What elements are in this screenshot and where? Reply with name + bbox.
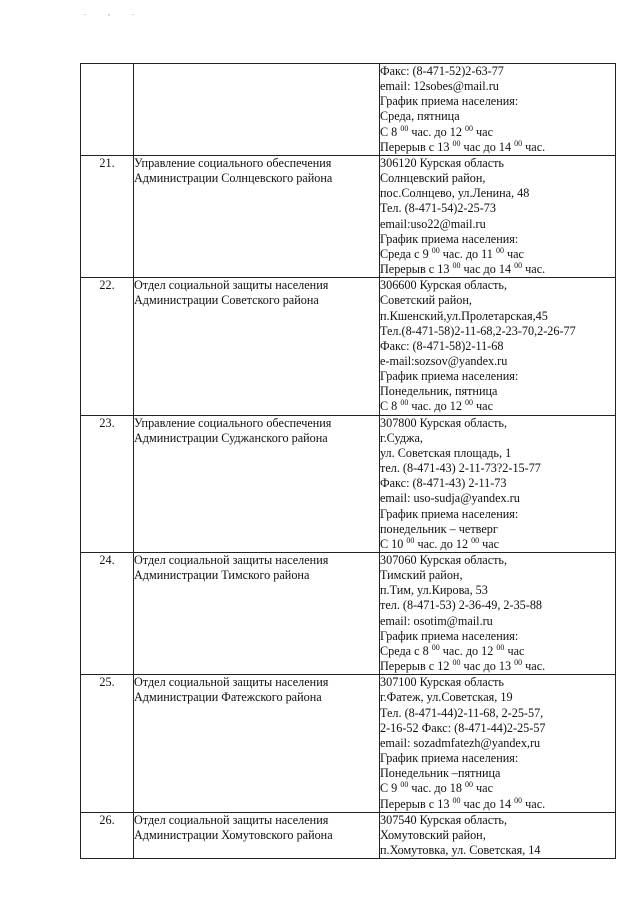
contact-info-cell: [380, 64, 616, 156]
contact-info-line: п.Хомутовка, ул. Советская, 14: [380, 842, 541, 857]
table-row: [81, 278, 616, 415]
contact-info-line: Среда, пятница: [380, 109, 460, 124]
contact-info-line: Солнцевский район,: [380, 171, 486, 186]
organization-line: Администрации Тимского района: [134, 568, 310, 583]
contact-info-cell: [380, 675, 616, 812]
contact-info-line: e-mail:sozsov@yandex.ru: [380, 353, 508, 368]
organization-line: Управление социального обеспечения: [134, 155, 332, 170]
table-row: [81, 553, 616, 675]
organization-cell: [134, 278, 380, 415]
contact-info-line: email: sozadmfatezh@yandex,ru: [380, 735, 541, 750]
contact-info-line: Советский район,: [380, 293, 472, 308]
contact-info-line: тел. (8-471-53) 2-36-49, 2-35-88: [380, 598, 543, 613]
contact-info-line: Факс: (8-471-43) 2-11-73: [380, 476, 507, 491]
row-number: 24.: [81, 553, 134, 675]
contact-info-line: 306600 Курская область,: [380, 278, 508, 293]
contact-info-line: email: uso-sudja@yandex.ru: [380, 491, 520, 506]
contact-info-line: ул. Советская площадь, 1: [380, 445, 512, 460]
contact-info-line: Факс: (8-471-58)2-11-68: [380, 338, 504, 353]
organization-cell: [134, 675, 380, 812]
contact-info-line: email: 12sobes@mail.ru: [380, 79, 499, 94]
contact-info-line: г.Суджа,: [380, 430, 423, 445]
organization-line: Администрации Солнцевского района: [134, 171, 333, 186]
contact-info-line: тел. (8-471-43) 2-11-73?2-15-77: [380, 461, 541, 476]
contact-info-line: Тел. (8-471-54)2-25-73: [380, 201, 496, 216]
contacts-table: [80, 63, 616, 859]
contact-info-line: 307540 Курская область,: [380, 812, 508, 827]
table-row: [81, 64, 616, 156]
row-number: 25.: [81, 675, 134, 812]
row-number: 23.: [81, 415, 134, 552]
scan-specks: . , .: [84, 8, 144, 17]
contact-info-line: Тел.(8-471-58)2-11-68,2-23-70,2-26-77: [380, 323, 576, 338]
contact-info-line: Среда с 8 $^{00}$ час. до 12 $^{00}$ час: [380, 642, 525, 658]
contact-info-line: График приема населения:: [380, 231, 519, 246]
contact-info-line: Перерыв с 13 $^{00}$ час до 14 $^{00}$ час.: [380, 138, 546, 154]
organization-cell: [134, 553, 380, 675]
organization-cell: [134, 415, 380, 552]
row-number: 22.: [81, 278, 134, 415]
contact-info-line: График приема населения:: [380, 506, 519, 521]
contact-info-line: С 9 $^{00}$ час. до 18 $^{00}$ час: [380, 780, 493, 796]
contact-info-line: График приема населения:: [380, 369, 519, 384]
contact-info-cell: [380, 155, 616, 277]
contact-info-line: 307100 Курская область: [380, 675, 504, 690]
table-row: [81, 415, 616, 552]
contact-info-line: Факс: (8-471-52)2-63-77: [380, 64, 504, 78]
contact-info-line: 307800 Курская область,: [380, 415, 508, 430]
organization-line: Администрации Суджанского района: [134, 430, 328, 445]
row-number: 21.: [81, 155, 134, 277]
organization-cell: [134, 812, 380, 858]
organization-line: Управление социального обеспечения: [134, 415, 332, 430]
contact-info-line: С 8 $^{00}$ час. до 12 $^{00}$ час: [380, 123, 493, 139]
contact-info-line: Понедельник –пятница: [380, 766, 501, 781]
contact-info-line: Перерыв с 13 $^{00}$ час до 14 $^{00}$ час.: [380, 795, 546, 811]
contact-info-line: Перерыв с 12 $^{00}$ час до 13 $^{00}$ час.: [380, 658, 546, 674]
contact-info-line: 2-16-52 Факс: (8-471-44)2-25-57: [380, 720, 546, 735]
table-row: [81, 155, 616, 277]
contact-info-line: пос.Солнцево, ул.Ленина, 48: [380, 186, 530, 201]
contact-info-line: Хомутовский район,: [380, 827, 486, 842]
contact-info-line: 306120 Курская область: [380, 155, 504, 170]
organization-line: Отдел социальной защиты населения: [134, 812, 329, 827]
contact-info-line: Понедельник, пятница: [380, 384, 498, 399]
contact-info-cell: [380, 278, 616, 415]
contacts-table-body: [81, 64, 616, 859]
contact-info-line: Тел. (8-471-44)2-11-68, 2-25-57,: [380, 705, 544, 720]
organization-cell: [134, 64, 380, 156]
contact-info-line: График приема населения:: [380, 628, 519, 643]
table-row: [81, 812, 616, 858]
contact-info-line: С 10 $^{00}$ час. до 12 $^{00}$ час: [380, 535, 500, 551]
contact-info-cell: [380, 812, 616, 858]
contact-info-line: г.Фатеж, ул.Советская, 19: [380, 690, 513, 705]
contact-info-line: понедельник – четверг: [380, 521, 498, 536]
organization-line: Отдел социальной защиты населения: [134, 278, 329, 293]
row-number: 26.: [81, 812, 134, 858]
organization-line: Администрации Фатежского района: [134, 690, 322, 705]
contact-info-line: email: osotim@mail.ru: [380, 613, 493, 628]
contact-info-line: Перерыв с 13 $^{00}$ час до 14 $^{00}$ час.: [380, 261, 546, 277]
organization-line: Администрации Хомутовского района: [134, 827, 333, 842]
contact-info-line: Тимский район,: [380, 568, 463, 583]
table-row: [81, 675, 616, 812]
contact-info-line: График приема населения:: [380, 751, 519, 766]
contact-info-line: email:uso22@mail.ru: [380, 216, 486, 231]
contact-info-line: График приема населения:: [380, 94, 519, 109]
organization-cell: [134, 155, 380, 277]
row-number: [81, 64, 134, 156]
organization-line: Отдел социальной защиты населения: [134, 675, 329, 690]
contact-info-line: п.Кшенский,ул.Пролетарская,45: [380, 308, 548, 323]
organization-line: Отдел социальной защиты населения: [134, 553, 329, 567]
contact-info-line: С 8 $^{00}$ час. до 12 $^{00}$ час: [380, 398, 493, 414]
organization-line: Администрации Советского района: [134, 293, 319, 308]
contact-info-line: Среда с 9 $^{00}$ час. до 11 $^{00}$ час: [380, 245, 524, 261]
contact-info-line: п.Тим, ул.Кирова, 53: [380, 583, 488, 598]
contact-info-line: 307060 Курская область,: [380, 553, 508, 567]
contact-info-cell: [380, 553, 616, 675]
contact-info-cell: [380, 415, 616, 552]
